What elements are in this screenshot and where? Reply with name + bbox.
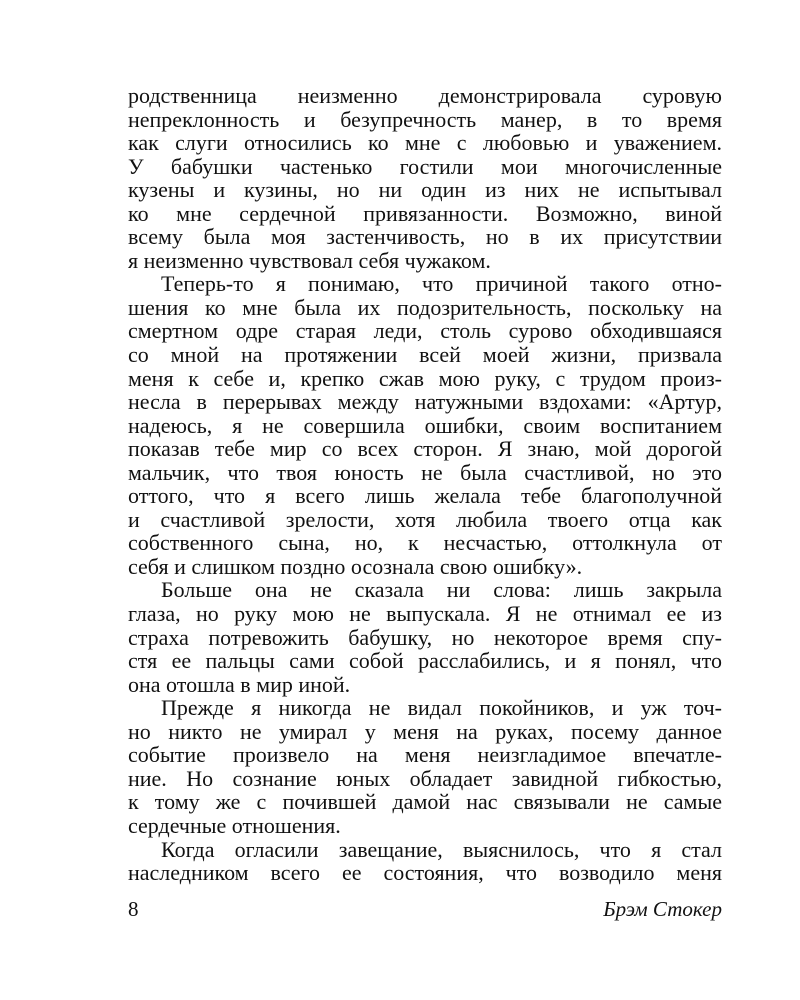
text-line: ние. Но сознание юных обладает завидной гибкостью,: [128, 765, 722, 791]
text-line: шения ко мне была их подозрительность, поскольку на: [128, 294, 722, 320]
text-line: она отошла в мир иной.: [128, 671, 351, 697]
text-line: показав тебе мир со всех сторон. Я знаю, мой дорогой: [128, 436, 722, 462]
text-line: несла в перерывах между натужными вздохами: «Артур,: [128, 389, 722, 415]
running-head-author: Брэм Стокер: [603, 897, 722, 921]
text-line: родственница неизменно демонстрировала суровую: [128, 83, 722, 108]
text-line: к тому же с почившей дамой нас связывали не самые: [128, 789, 722, 815]
text-line: глаза, но руку мою не выпускала. Я не отнимал ее из: [128, 601, 722, 627]
paragraph-start-line: Больше она не сказала ни слова: лишь закрыла: [161, 577, 722, 603]
text-line: наследником всего ее состояния, что возводило меня: [128, 860, 722, 886]
text-line: со мной на протяжении всей моей жизни, призвала: [128, 342, 722, 368]
text-line: ко мне сердечной привязанности. Возможно, виной: [128, 200, 722, 226]
text-line: страха потревожить бабушку, но некоторое время спу-: [128, 624, 722, 650]
text-line: надеюсь, я не совершила ошибки, своим воспитанием: [128, 412, 722, 438]
text-line: меня к себе и, крепко сжав мою руку, с трудом произ-: [128, 365, 722, 391]
text-line: как слуги относились ко мне с любовью и уважением.: [128, 130, 722, 156]
text-line: всему была моя застенчивость, но в их присутствии: [128, 224, 722, 250]
text-line: и счастливой зрелости, хотя любила твоего отца как: [128, 506, 722, 532]
text-line: мальчик, что твоя юность не была счастливой, но это: [128, 459, 722, 485]
text-line: себя и слишком поздно осознала свою ошибку».: [128, 553, 583, 579]
body-text: [128, 84, 722, 885]
paragraph-start-line: Когда огласили завещание, выяснилось, что я стал: [161, 836, 722, 862]
text-line: но никто не умирал у меня на руках, посему данное: [128, 718, 722, 744]
text-line: я неизменно чувствовал себя чужаком.: [128, 247, 491, 273]
text-line: собственного сына, но, к несчастью, оттолкнула от: [128, 530, 722, 556]
text-line: стя ее пальцы сами собой расслабились, и я понял, что: [128, 648, 722, 674]
page-footer: [128, 897, 722, 923]
text-line: событие произвело на меня неизгладимое впечатле-: [128, 742, 722, 768]
page-number: 8: [128, 897, 139, 921]
paragraph-start-line: Теперь-то я понимаю, что причиной такого отно-: [161, 271, 722, 297]
text-line: оттого, что я всего лишь желала тебе благополучной: [128, 483, 722, 509]
text-line: непреклонность и безупречность манер, в то время: [128, 106, 722, 132]
text-line: смертном одре старая леди, столь сурово обходившаяся: [128, 318, 722, 344]
text-line: кузены и кузины, но ни один из них не испытывал: [128, 177, 722, 203]
text-line: У бабушки частенько гостили мои многочисленные: [128, 153, 722, 179]
paragraph-start-line: Прежде я никогда не видал покойников, и уж точ-: [161, 695, 722, 721]
text-line: сердечные отношения.: [128, 812, 341, 838]
